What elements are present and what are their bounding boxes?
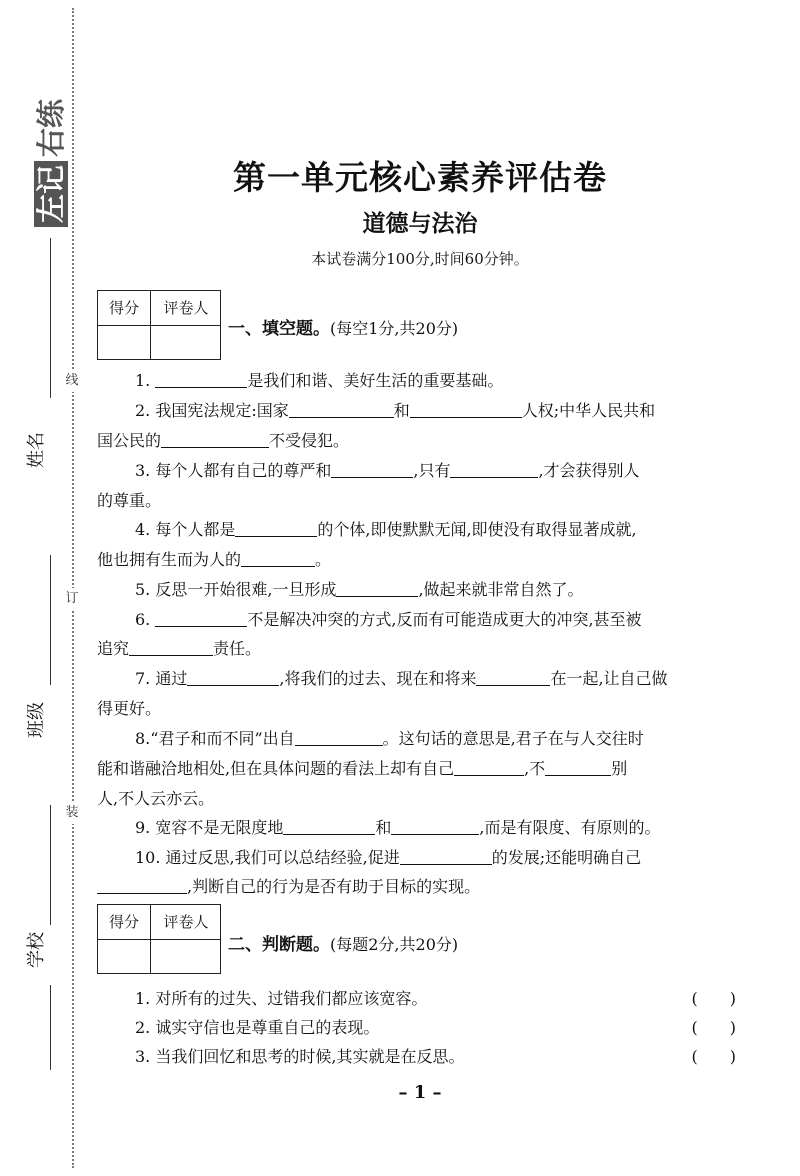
exam-note: 本试卷满分100分,时间60分钟。 <box>311 250 529 268</box>
school-field-line[interactable] <box>50 805 51 925</box>
binding-mark-staple: 订 <box>61 588 83 610</box>
brand-logo: 左记右练 <box>26 88 76 238</box>
answer-blank[interactable] <box>545 755 611 776</box>
answer-blank[interactable] <box>295 725 383 746</box>
answer-blank[interactable] <box>97 873 187 894</box>
section2-heading: 二、判断题。(每题2分,共20分) <box>228 935 459 955</box>
answer-blank[interactable] <box>454 755 524 776</box>
answer-parentheses[interactable]: ( ) <box>691 1018 736 1037</box>
answer-blank[interactable] <box>241 546 315 567</box>
class-field-line[interactable] <box>50 555 51 685</box>
question-5: 5. 反思一开始很难,一旦形成 ,做起来就非常自然了。 <box>97 575 742 605</box>
name-field-label: 姓名 <box>26 432 47 468</box>
answer-parentheses[interactable]: ( ) <box>691 1047 736 1066</box>
answer-blank[interactable] <box>331 457 413 478</box>
question-10: 10. 通过反思,我们可以总结经验,促进 的发展;还能明确自己 <box>97 843 742 873</box>
answer-blank[interactable] <box>155 606 247 627</box>
question-9: 9. 宽容不是无限度地 和 ,而是有限度、有原则的。 <box>97 813 742 843</box>
question-2-cont: 国公民的 不受侵犯。 <box>97 426 742 456</box>
answer-blank[interactable] <box>161 427 269 448</box>
binding-mark-bind: 装 <box>61 802 83 824</box>
question-6: 6. 不是解决冲突的方式,反而有可能造成更大的冲突,甚至被 <box>97 605 742 635</box>
answer-blank[interactable] <box>476 665 550 686</box>
score-box-section2: 得分 评卷人 <box>97 904 221 974</box>
name-field-line[interactable] <box>50 238 51 398</box>
score-box-section1: 得分 评卷人 <box>97 290 221 360</box>
question-7: 7. 通过 ,将我们的过去、现在和将来 在一起,让自己做 <box>97 664 742 694</box>
question-8: 8.“君子和而不同”出自 。这句话的意思是,君子在与人交往时 <box>97 724 742 754</box>
answer-blank[interactable] <box>129 635 213 656</box>
answer-blank[interactable] <box>235 516 317 537</box>
section1-heading: 一、填空题。(每空1分,共20分) <box>228 319 459 339</box>
question-4: 4. 每个人都是 的个体,即使默默无闻,即使没有取得显著成就, <box>97 515 742 545</box>
answer-blank[interactable] <box>289 397 394 418</box>
answer-blank[interactable] <box>336 576 418 597</box>
school-field-label: 学校 <box>26 932 47 968</box>
judge-item-2: 2. 诚实守信也是尊重自己的表现。 ( ) <box>135 1015 740 1038</box>
question-8-cont2: 人,不人云亦云。 <box>97 789 215 808</box>
question-8-cont: 能和谐融洽地相处,但在具体问题的看法上却有自己 ,不 别 <box>97 754 742 784</box>
page-number: – 1 – <box>398 1082 442 1103</box>
answer-blank[interactable] <box>187 665 279 686</box>
question-10-cont: ,判断自己的行为是否有助于目标的实现。 <box>97 872 742 902</box>
answer-blank[interactable] <box>400 844 492 865</box>
question-3-cont: 的尊重。 <box>97 491 162 510</box>
judge-item-3: 3. 当我们回忆和思考的时候,其实就是在反思。 ( ) <box>135 1044 740 1067</box>
question-1: 1. 是我们和谐、美好生活的重要基础。 <box>97 366 742 396</box>
page-title: 第一单元核心素养评估卷 <box>233 158 607 197</box>
answer-blank[interactable] <box>283 814 375 835</box>
answer-blank[interactable] <box>410 397 522 418</box>
answer-blank[interactable] <box>450 457 538 478</box>
answer-parentheses[interactable]: ( ) <box>691 989 736 1008</box>
question-4-cont: 他也拥有生而为人的 。 <box>97 545 742 575</box>
question-3: 3. 每个人都有自己的尊严和 ,只有 ,才会获得别人 <box>97 456 742 486</box>
answer-blank[interactable] <box>155 367 247 388</box>
subject-title: 道德与法治 <box>362 211 478 237</box>
answer-blank[interactable] <box>391 814 479 835</box>
question-6-cont: 追究 责任。 <box>97 634 742 664</box>
class-field-label: 班级 <box>26 702 47 738</box>
question-7-cont: 得更好。 <box>97 699 162 718</box>
binding-mark-line: 线 <box>61 370 83 392</box>
school-field-line-lower[interactable] <box>50 985 51 1070</box>
question-2: 2. 我国宪法规定:国家 和 人权;中华人民共和 <box>97 396 742 426</box>
judge-item-1: 1. 对所有的过失、过错我们都应该宽容。 ( ) <box>135 986 740 1009</box>
